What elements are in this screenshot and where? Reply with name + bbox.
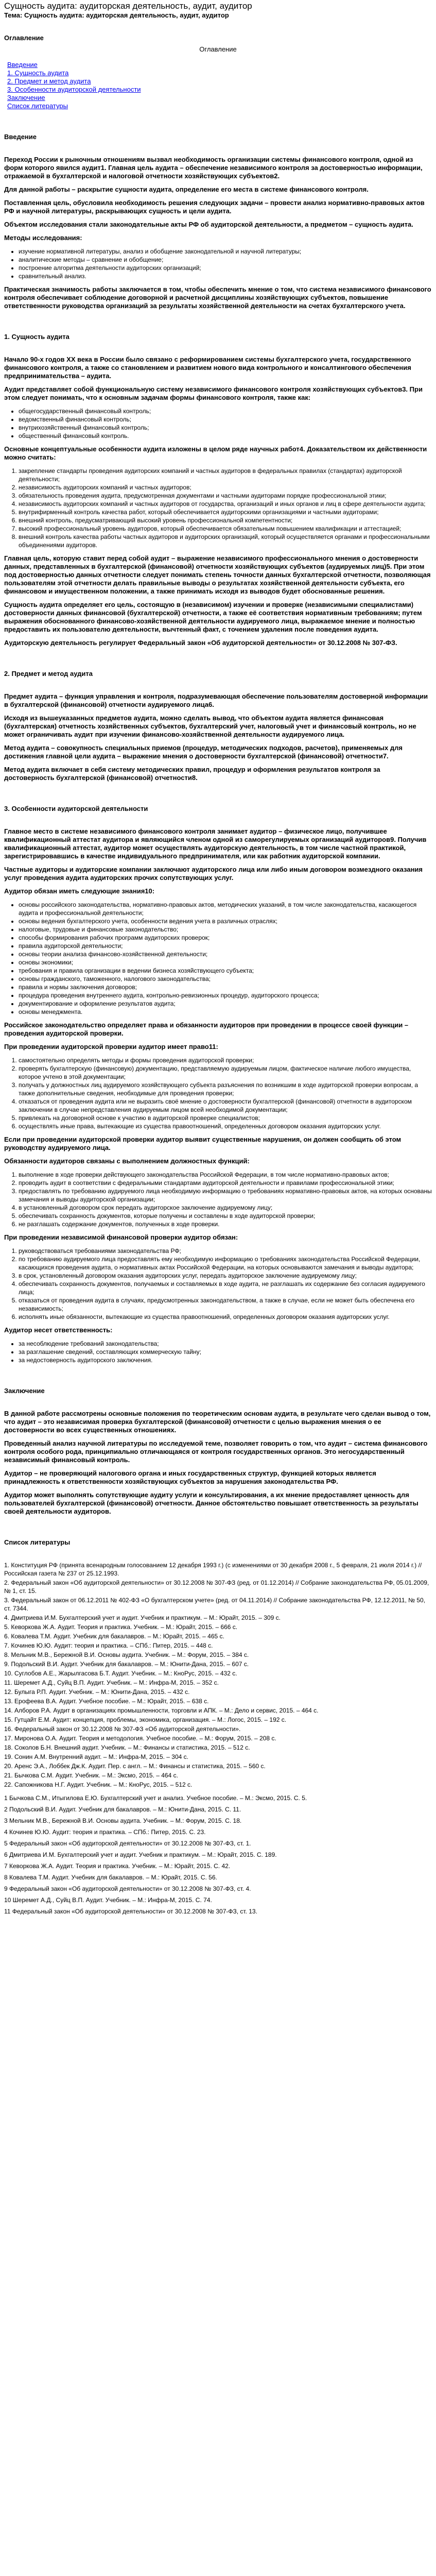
methods-list [4, 247, 432, 280]
list-item: 6. внешний контроль, предусматривающий высокий уровень профессиональной компетентности; [19, 516, 432, 524]
list-item: 4. независимость аудиторских компаний и частных аудиторов от государства, организаций и иных органов и лиц в сфере деятельности аудита; [19, 500, 432, 508]
section-paragraph: Аудитор несет ответственность: [4, 1326, 113, 1334]
list-item: • за разглашение сведений, составляющих коммерческую тайну; [19, 1348, 432, 1356]
list-item: • основы менеджмента. [19, 1008, 432, 1016]
list-item: 5. внутрифирменный контроль качества работ, который обеспечивается аудиторскими организациями и частными аудиторами; [19, 508, 432, 516]
auditor-knowledge-list [4, 901, 432, 1016]
intro-paragraph: Переход России к рыночным отношениям вызвал необходимость организации системы финансового контроля, одной из форм которого явился аудит1. Главная цель аудита – обеспечение независимого контроля за достоверностью информации, отражаемой в бухгалтерской и налоговой отчетности хозяйствующих субъектов2. [4, 156, 423, 180]
footnote: 1 Бычкова С.М., Итыгилова Е.Ю. Бухгалтерский учет и анализ. Учебное пособие. – М.: Эксмо, 2015. С. 5. [4, 1794, 307, 1802]
bibliography-item: 13. Ерофеева В.А. Аудит. Учебное пособие. – М.: Юрайт, 2015. – 638 с. [4, 1698, 209, 1705]
intro-paragraph: Объектом исследования стали законодательные акты РФ об аудиторской деятельности, а предметом – сущность аудита. [4, 221, 413, 228]
list-item: 6. осуществлять иные права, вытекающие из существа правоотношений, определенных договором оказания аудиторских услуг. [19, 1122, 432, 1130]
list-item: • за недостоверность аудиторского заключения. [19, 1356, 432, 1364]
bibliography-item: 19. Сонин А.М. Внутренний аудит. – М.: Инфра-М, 2015. – 304 с. [4, 1753, 188, 1760]
document-title: Сущность аудита: аудиторская деятельность, аудит, аудитор [4, 1, 252, 11]
bibliography-item: 14. Алборов Р.А. Аудит в организациях промышленности, торговли и АПК. – М.: Дело и сервис, 2015. – 464 с. [4, 1707, 319, 1714]
bibliography-item: 22. Сапожникова Н.Г. Аудит. Учебник. – М.: КноРус, 2015. – 512 с. [4, 1781, 193, 1788]
conclusion-paragraph: Аудитор может выполнять сопутствующие аудиту услуги и консультирования, а их мнение предоставляет ценность для пользователей бухгалтерской (финансовой) отчетности. Данное обстоятельство повышает ответственность за результаты своей деятельности аудиторов. [4, 1491, 418, 1515]
intro-paragraph: Практическая значимость работы заключается в том, чтобы обеспечить мнение о том, что система независимого финансового контроля обеспечивает соблюдение договорной и расчетной дисциплины хозяйствующих субъектов, повышение ответственности руководства организаций за результаты хозяйственной деятельности на счетах бухгалтерского учета. [4, 285, 431, 310]
footnote: 8 Ковалева Т.М. Аудит. Учебник для бакалавров. – М.: Юрайт, 2015. С. 56. [4, 1874, 217, 1881]
list-item: • аналитические методы – сравнение и обобщение; [19, 256, 432, 264]
list-item: 6. исполнять иные обязанности, вытекающие из существа правоотношений, определенных договором оказания аудиторских услуг. [19, 1313, 432, 1321]
bibliography-item: 17. Миронова О.А. Аудит. Теория и методология. Учебное пособие. – М.: Форум, 2015. – 208 с. [4, 1735, 276, 1742]
bibliography-item: 12. Булыга Р.П. Аудит. Учебник. – М.: Юнити-Дана, 2015. – 432 с. [4, 1688, 190, 1696]
footnote: 6 Дмитриева И.М. Бухгалтерский учет и аудит. Учебник и практикум. – М.: Юрайт, 2015. С. 189. [4, 1851, 277, 1858]
list-item: • способы формирования рабочих программ аудиторских проверок; [19, 934, 432, 942]
list-item: 3. получать у должностных лиц аудируемого хозяйствующего субъекта разъяснения по возникшим в ходе аудиторской проверки вопросам, а также дополнительные сведения, необходимые для проведения проверки; [19, 1081, 432, 1097]
list-item: 3. обязательность проведения аудита, предусмотренная документами и частными аудиторами порядке профессиональной этики; [19, 492, 432, 500]
bibliography-item: 1. Конституция РФ (принята всенародным голосованием 12 декабря 1993 г.) (с изменениями от 30 декабря 2008 г., 5 февраля, 21 июля 2014 г.) // Российская газета № 237 от 25.12.1993. [4, 1562, 422, 1577]
bibliography-item: 18. Соколов Б.Н. Внешний аудит. Учебник. – М.: Финансы и статистика, 2015. – 512 с. [4, 1744, 250, 1751]
list-item: • основы экономики; [19, 958, 432, 967]
list-item: • основы российского законодательства, нормативно-правовых актов, методических указаний, в том числе законодательства, касающегося аудита и профессиональной деятельности; [19, 901, 432, 917]
list-item: • процедура проведения внутреннего аудита, контрольно-ревизионных процедур, аудиторского процесса; [19, 991, 432, 999]
section-paragraph: Метод аудита включает в себя систему методических правил, процедур и оформления результатов контроля за достоверность бухгалтерской (финансовой) отчетности8. [4, 766, 380, 782]
toc-center-label: Оглавление [199, 45, 237, 53]
section-paragraph: Частные аудиторы и аудиторские компании заключают аудиторского лица или либо иным договором возмездного оказания услуг проведения аудита аудиторских прочих сопутствующих услуг. [4, 866, 423, 882]
footnote: 9 Федеральный закон «Об аудиторской деятельности» от 30.12.2008 № 307-ФЗ, ст. 4. [4, 1885, 251, 1892]
toc-link-section-2[interactable]: 2. Предмет и метод аудита [7, 77, 91, 85]
auditor-duties-list [4, 1171, 432, 1228]
auditor-liability-list [4, 1340, 432, 1364]
list-item: 4. отказаться от проведения аудита или не выразить своё мнение о достоверности бухгалтерской (финансовой) отчетности в аудиторском заключении в случае непредставления аудируемым лицом всей необходимой документации; [19, 1097, 432, 1114]
list-item: 2. независимость аудиторских компаний и частных аудиторов; [19, 483, 432, 492]
conclusion-heading: Заключение [4, 1387, 45, 1395]
list-item: 4. в установленный договором срок передать аудиторское заключение аудируемому лицу; [19, 1204, 432, 1212]
list-item: • ведомственный финансовый контроль; [19, 415, 432, 423]
list-item: • сравнительный анализ. [19, 272, 432, 280]
list-item: • внутрихозяйственный финансовый контроль; [19, 423, 432, 432]
list-item: • документирование и оформление результатов аудита; [19, 999, 432, 1008]
section-paragraph: Начало 90-х годов ХХ века в России было связано с реформированием системы бухгалтерского учета, государственного финансового контроля, а также со становлением и развитием нового вида контрольного и консалтингового обеспечения предпринимательства – аудита. [4, 355, 411, 380]
section-3-heading: 3. Особенности аудиторской деятельности [4, 805, 148, 812]
bibliography-item: 11. Шеремет А.Д., Суйц В.П. Аудит. Учебник. – М.: Инфра-М, 2015. – 352 с. [4, 1679, 219, 1686]
footnote: 10 Шеремет А.Д., Суйц В.П. Аудит. Учебник. – М.: Инфра-М, 2015. С. 74. [4, 1896, 212, 1904]
list-item: • общественный финансовый контроль. [19, 432, 432, 440]
section-2-heading: 2. Предмет и метод аудита [4, 670, 93, 677]
section-paragraph: Сущность аудита определяет его цель, состоящую в (независимом) изучении и проверке (независимыми специалистами) достоверности данных финансовой (бухгалтерской) отчетности, а также её соответствия нормативным требованиям; путем выражения обоснованного финансово-хозяйственной деятельности аудируемого лица, выражаемое мнение и полностью предоставить их пользователю деятельности, вычтенный факт, с точением удаления после поведения аудита. [4, 601, 422, 633]
footnote: 3 Мельник М.В., Бережной В.И. Основы аудита. Учебник. – М.: Форум, 2015. С. 18. [4, 1817, 242, 1824]
bibliography-item: 8. Мельник М.В., Бережной В.И. Основы аудита. Учебник. – М.: Форум, 2015. – 384 с. [4, 1651, 249, 1658]
list-item: • основы теории анализа финансово-хозяйственной деятельности; [19, 950, 432, 958]
list-item: 3. предоставлять по требованию аудируемого лица необходимую информацию о требованиях нормативно-правовых актов, на которых основаны замечания и выводы аудиторской организации; [19, 1187, 432, 1204]
conclusion-paragraph: Аудитор – не проверяющий налогового органа и иных государственных структур, функцией которых является принадлежность к ответственности хозяйствующих субъектов за нарушения законодательства РФ. [4, 1469, 376, 1485]
bibliography-item: 5. Кеворкова Ж.А. Аудит. Теория и практика. Учебник. – М.: Юрайт, 2015. – 666 с. [4, 1623, 238, 1631]
section-paragraph: Российское законодательство определяет права и обязанности аудиторов при проведении в процессе своей функции – проведения аудиторской проверки. [4, 1021, 409, 1037]
conclusion-paragraph: В данной работе рассмотрены основные положения по теоретическим основам аудита, в результате чего сделан вывод о том, что аудит – это независимая проверка бухгалтерской (финансовой) отчетности с целью выражения мнения о ее достоверности во всех существенных отношениях. [4, 1410, 431, 1434]
list-item: • правила и нормы заключения договоров; [19, 983, 432, 991]
section-paragraph: При проведении аудиторской проверки аудитор имеет право11: [4, 1043, 218, 1050]
section-paragraph: При проведении независимой финансовой проверки аудитор обязан: [4, 1233, 238, 1241]
auditor-rights-list [4, 1056, 432, 1130]
list-item: • общегосударственный финансовый контроль; [19, 407, 432, 415]
section-paragraph: Исходя из вышеуказанных предметов аудита, можно сделать вывод, что объектом аудита является финансовая (бухгалтерская) отчетность хозяйственных субъектов, бухгалтерский учет, налоговый учет и финансовый контроль, но не может ограничивать аудит при изучении финансово-хозяйственной деятельности аудируемого лица. [4, 714, 416, 738]
bibliography-item: 9. Подольский В.И. Аудит. Учебник для бакалавров. – М.: Юнити-Дана, 2015. – 607 с. [4, 1660, 249, 1668]
footnotes [4, 1794, 432, 1916]
section-paragraph: Предмет аудита – функция управления и контроля, подразумевающая обеспечение пользователям достоверной информации в бухгалтерской (финансовой) отчетности аудируемого лица6. [4, 692, 428, 708]
section-paragraph: Аудиторскую деятельность регулирует Федеральный закон «Об аудиторской деятельности» от 30.12.2008 № 307-ФЗ. [4, 639, 397, 647]
bibliography-item: 15. Гутцайт Е.М. Аудит: концепция, проблемы, экономика, организация. – М.: Логос, 2015. – 192 с. [4, 1716, 287, 1723]
toc-link-intro[interactable]: Введение [7, 61, 38, 69]
list-item: 1. самостоятельно определять методы и формы проведения аудиторской проверки; [19, 1056, 432, 1064]
toc-heading: Оглавление [4, 34, 44, 42]
toc-links [4, 61, 432, 110]
section-paragraph: Метод аудита – совокупность специальных приемов (процедур, методических подходов, расчетов), применяемых для достижения главной цели аудита – выражение мнения о достоверности бухгалтерской (финансовой) отчетности7. [4, 744, 403, 760]
auditor-obligations-list [4, 1247, 432, 1321]
toc-link-section-1[interactable]: 1. Сущность аудита [7, 69, 69, 77]
list-item: • построение алгоритма деятельности аудиторских организаций; [19, 264, 432, 272]
list-item: • требования и правила организации в ведении бизнеса хозяйствующего субъекта; [19, 967, 432, 975]
list-item: • изучение нормативной литературы, анализ и обобщение законодательной и научной литературы; [19, 247, 432, 256]
toc-link-bibliography[interactable]: Список литературы [7, 102, 68, 110]
list-item: 3. в срок, установленный договором оказания аудиторских услуг, передать аудиторское заключение аудируемому лицу; [19, 1272, 432, 1280]
methods-title: Методы исследования: [4, 234, 82, 242]
list-item: 2. проводить аудит в соответствии с федеральными стандартами аудиторской деятельности и правилами профессиональной этики; [19, 1179, 432, 1187]
bibliography-item: 2. Федеральный закон «Об аудиторской деятельности» от 30.12.2008 № 307-ФЗ (ред. от 01.12.2014) // Собрание законодательства РФ, 05.01.2009, № 1, ст. 15. [4, 1579, 429, 1595]
bibliography-item: 4. Дмитриева И.М. Бухгалтерский учет и аудит. Учебник и практикум. – М.: Юрайт, 2015. – 309 с. [4, 1614, 281, 1621]
intro-heading: Введение [4, 133, 37, 141]
bibliography-item: 16. Федеральный закон от 30.12.2008 № 307-ФЗ «Об аудиторской деятельности». [4, 1725, 241, 1733]
control-forms-list [4, 407, 432, 440]
footnote: 5 Федеральный закон «Об аудиторской деятельности» от 30.12.2008 № 307-ФЗ, ст. 1. [4, 1840, 251, 1847]
section-paragraph: Обязанности аудиторов связаны с выполнением должностных функций: [4, 1157, 250, 1165]
list-item: • налоговые, трудовые и финансовые законодательство; [19, 925, 432, 934]
section-paragraph: Главное место в системе независимого финансового контроля занимает аудитор – физическое лицо, получившее квалификационный аттестат аудитора и являющийся членом одной из саморегулируемых организаций аудиторов9. Получив квалификационный аттестат, аудитор может осуществлять аудиторскую деятельность, в том числе частной практикой, зарегистрировавшись в качестве индивидуального предпринимателя, или как работник аудиторской компании. [4, 827, 427, 860]
footnote: 11 Федеральный закон «Об аудиторской деятельности» от 30.12.2008 № 307-ФЗ, ст. 13. [4, 1908, 257, 1915]
section-paragraph: Если при проведении аудиторской проверки аудитор выявит существенные нарушения, он должен сообщить об этом руководству аудируемого лица. [4, 1136, 402, 1151]
list-item: 1. закрепление стандарты проведения аудиторских компаний и частных аудиторов в федеральных правилах (стандартах) аудиторской деятельности; [19, 467, 432, 483]
intro-paragraph: Поставленная цель, обусловила необходимость решения следующих задачи – провести анализ нормативно-правовых актов РФ и научной литературы, раскрывающих сущность и цели аудита. [4, 199, 425, 215]
section-paragraph: Аудитор обязан иметь следующие знания10: [4, 887, 155, 895]
bibliography-item: 20. Аренс Э.А., Лоббек Дж.К. Аудит. Пер. с англ. – М.: Финансы и статистика, 2015. – 560 с. [4, 1762, 266, 1770]
list-item: 5. отказаться от проведения аудита в случаях, предусмотренных законодательством, а также в случае, если не может быть обеспечена его независимость; [19, 1296, 432, 1313]
list-item: 4. обеспечивать сохранность документов, получаемых и составляемых в ходе аудита, не разглашать их содержание без согласия аудируемого лица; [19, 1280, 432, 1296]
bibliography-list [4, 1561, 432, 1789]
list-item: 2. проверять бухгалтерскую (финансовую) документацию, представляемую аудируемым лицом, фактическое наличие любого имущества, которое учтено в этой документации; [19, 1064, 432, 1081]
section-1-heading: 1. Сущность аудита [4, 333, 69, 341]
footnote: 2 Подольский В.И. Аудит. Учебник для бакалавров. – М.: Юнити-Дана, 2015. С. 11. [4, 1806, 241, 1813]
bibliography-item: 21. Бычкова С.М. Аудит. Учебник. – М.: Эксмо, 2015. – 464 с. [4, 1772, 178, 1779]
footnote: 7 Кеворкова Ж.А. Аудит. Теория и практика. Учебник. – М.: Юрайт, 2015. С. 42. [4, 1862, 231, 1870]
list-item: • основы ведения бухгалтерского учета, особенности ведения учета в различных отраслях; [19, 917, 432, 925]
list-item: 7. высокий профессиональный уровень аудиторов, который обеспечивается обязательным повышением квалификации и аттестацией; [19, 524, 432, 533]
bibliography-item: 10. Суглобов А.Е., Жарылгасова Б.Т. Аудит. Учебник. – М.: КноРус, 2015. – 432 с. [4, 1670, 237, 1677]
section-paragraph: Основные концептуальные особенности аудита изложены в целом ряде научных работ4. Доказательством их действенности можно считать: [4, 445, 427, 461]
section-paragraph: Аудит представляет собой функциональную систему независимого финансового контроля хозяйствующих субъектов3. При этом следует понимать, что к основным задачам формы финансового контроля, также как: [4, 385, 423, 401]
intro-paragraph: Для данной работы – раскрытие сущности аудита, определение его места в системе финансового контроля. [4, 185, 369, 193]
bibliography-item: 7. Кочинев Ю.Ю. Аудит: теория и практика. – СПб.: Питер, 2015. – 448 с. [4, 1642, 213, 1649]
features-list [4, 467, 432, 549]
document-subject: Тема: Сущность аудита: аудиторская деятельность, аудит, аудитор [4, 11, 229, 19]
toc-link-conclusion[interactable]: Заключение [7, 94, 45, 101]
list-item: 1. руководствоваться требованиями законодательства РФ; [19, 1247, 432, 1255]
footnote: 4 Кочинев Ю.Ю. Аудит: теория и практика. – СПб.: Питер, 2015. С. 23. [4, 1828, 206, 1836]
section-paragraph: Главная цель, которую ставит перед собой аудит – выражение независимого профессионального мнения о достоверности данных, представленных в бухгалтерской (финансовой) отчетности хозяйствующих субъектов (аудируемых лиц)5. При этом под достоверностью данных отчетности следует понимать степень точности данных бухгалтерской отчетности, позволяющая пользователям этой отчетности делать правильные выводы о результатах хозяйственной деятельности субъекта, его финансовом и имущественном положении, а также принимать исходя из выводов будет обоснованные решения. [4, 554, 431, 595]
list-item: 8. внешний контроль качества работы частных аудиторов и аудиторских организаций, который осуществляется органами и профессиональными объединениями аудиторов. [19, 533, 432, 549]
list-item: 1. выполнение в ходе проверки действующего законодательства Российской Федерации, в том числе нормативно-правовых актов; [19, 1171, 432, 1179]
conclusion-paragraph: Проведенный анализ научной литературы по исследуемой теме, позволяет говорить о том, что аудит – система финансового контроля особого рода, принципиально отличающаяся от контроля государственных органов. Это негосударственный независимый финансовый контроль. [4, 1439, 428, 1464]
list-item: 6. не разглашать содержание документов, полученных в ходе проверки. [19, 1220, 432, 1228]
bibliography-heading: Список литературы [4, 1538, 71, 1546]
list-item: 2. по требованию аудируемого лица предоставлять ему необходимую информацию о требованиях законодательства Российской Федерации, касающихся проведения аудита, о нормативных актах Российской Федерации, на которых основываются замечания и выводы аудитора; [19, 1255, 432, 1272]
list-item: • основы гражданского, таможенного, налогового законодательства; [19, 975, 432, 983]
bibliography-item: 3. Федеральный закон от 06.12.2011 № 402-ФЗ «О бухгалтерском учете» (ред. от 04.11.2014) // Собрание законодательства РФ, 12.12.2011, № 50, ст. 7344. [4, 1597, 426, 1612]
list-item: • за несоблюдение требований законодательства; [19, 1340, 432, 1348]
bibliography-item: 6. Ковалева Т.М. Аудит. Учебник для бакалавров. – М.: Юрайт, 2015. – 465 с. [4, 1633, 224, 1640]
toc-link-section-3[interactable]: 3. Особенности аудиторской деятельности [7, 86, 141, 93]
list-item: • правила аудиторской деятельности; [19, 942, 432, 950]
list-item: 5. обеспечивать сохранность документов, которые получены и составлены в ходе аудиторской проверки; [19, 1212, 432, 1220]
list-item: 5. привлекать на договорной основе к участию в аудиторской проверке специалистов; [19, 1114, 432, 1122]
